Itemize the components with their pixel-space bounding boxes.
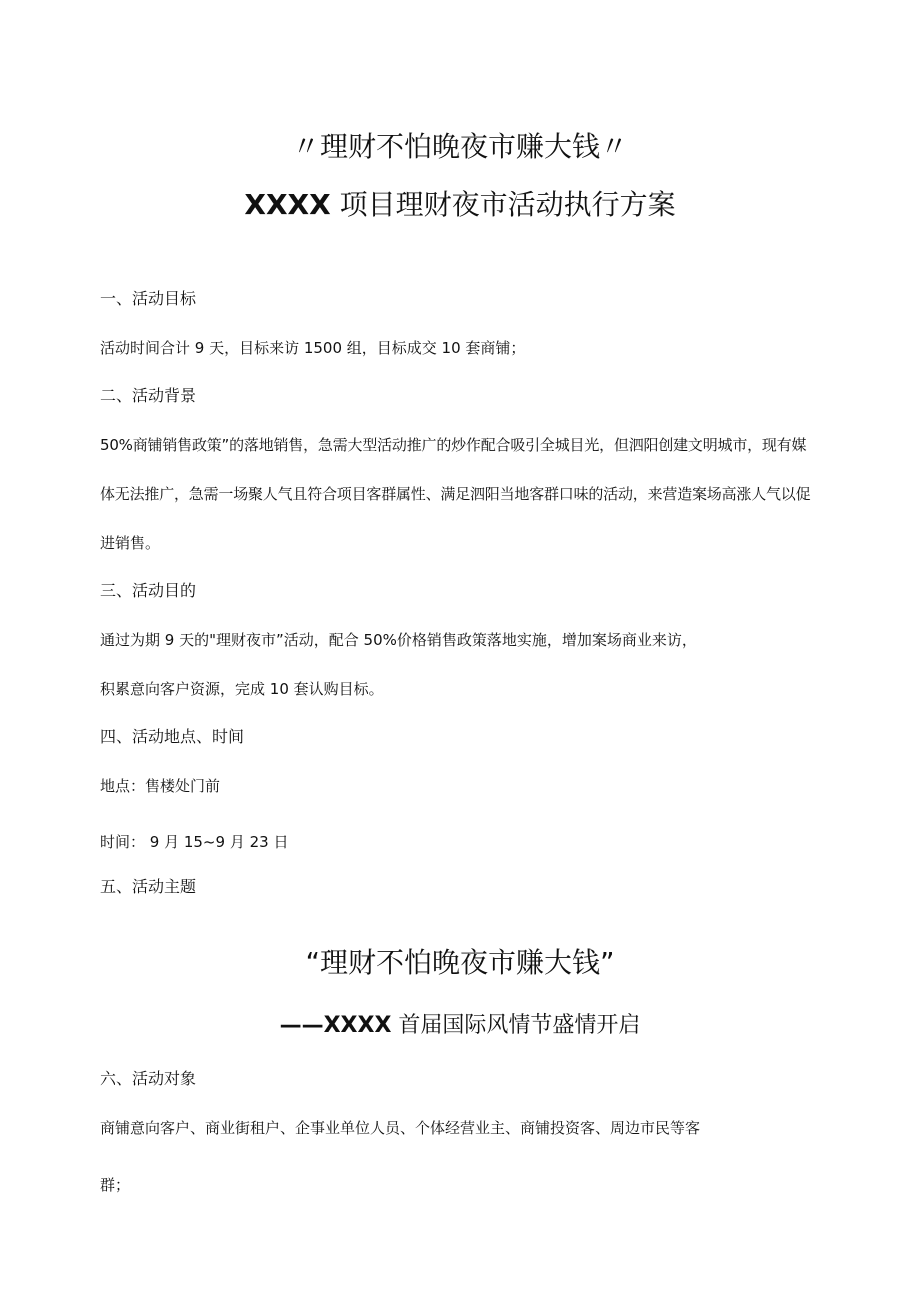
section-body-audience-line-1: 商铺意向客户、商业街租户、企事业单位人员、个体经营业主、商铺投资客、周边市民等客 — [100, 1119, 701, 1137]
section-heading-place-time: 四、活动地点、时间 — [100, 727, 245, 746]
theme-subtitle — [0, 1012, 920, 1040]
section-body-background-line-1: 50%商铺销售政策”的落地销售，急需大型活动推广的炒作配合吸引全城目光，但泗阳创建文明城市，现有媒 — [100, 436, 807, 454]
project-code: XXXX — [244, 188, 331, 221]
document-title — [0, 130, 920, 164]
theme-subtitle-text: 首届国际风情节盛情开启 — [391, 1013, 641, 1038]
section-body-purpose-line-1: 通过为期 9 天的"理财夜市”活动，配合 50%价格销售政策落地实施，增加案场商业来访， — [100, 631, 697, 649]
section-body-goal: 活动时间合计 9 天，目标来访 1500 组，目标成交 10 套商铺； — [100, 339, 526, 357]
section-heading-audience: 六、活动对象 — [100, 1069, 197, 1088]
section-body-purpose-line-2: 积累意向客户资源，完成 10 套认购目标。 — [100, 680, 384, 698]
section-body-background-line-3: 进销售。 — [100, 534, 161, 552]
section-body-background-line-2: 体无法推广，急需一场聚人气且符合项目客群属性、满足泗阳当地客群口味的活动，来营造案场高涨人气以促 — [100, 485, 811, 503]
activity-place: 地点：售楼处门前 — [100, 777, 221, 795]
activity-time: 时间： 9 月 15~9 月 23 日 — [100, 833, 289, 851]
theme-subtitle-code: XXXX — [323, 1013, 392, 1038]
document-subtitle-text: 项目理财夜市活动执行方案 — [330, 188, 676, 221]
theme-title — [0, 946, 920, 980]
theme-title-text: “理财不怕晚夜市赚大钱” — [305, 946, 615, 979]
section-heading-purpose: 三、活动目的 — [100, 581, 197, 600]
section-body-audience-line-2: 群； — [100, 1176, 131, 1194]
document-title-text: 〃理财不怕晚夜市赚大钱〃 — [291, 130, 628, 163]
document-subtitle — [0, 188, 920, 222]
theme-subtitle-dash: —— — [279, 1013, 324, 1038]
section-heading-theme: 五、活动主题 — [100, 877, 197, 896]
section-heading-goal: 一、活动目标 — [100, 289, 197, 308]
section-heading-background: 二、活动背景 — [100, 386, 197, 405]
